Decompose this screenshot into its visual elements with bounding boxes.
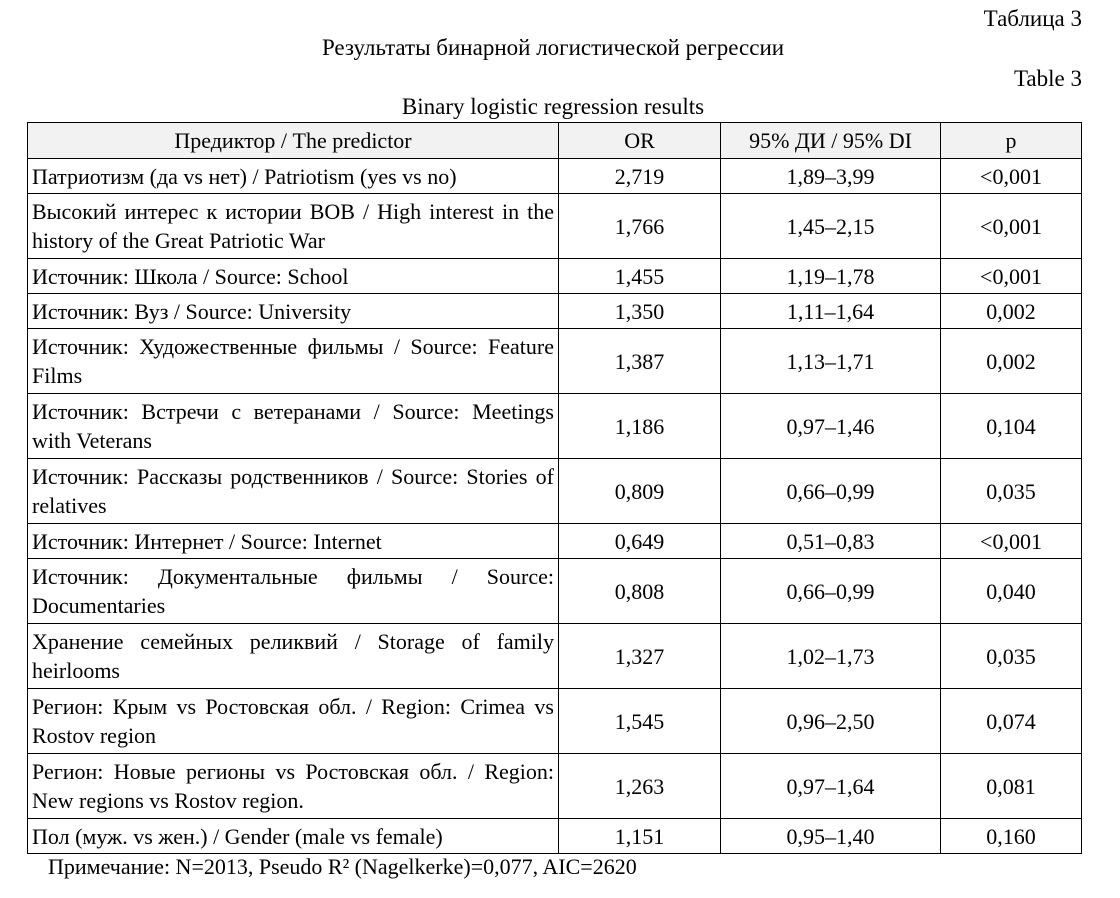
p-value-cell: <0,001 — [941, 194, 1082, 259]
predictor-cell: Патриотизм (да vs нет) / Patriotism (yes vs no) — [28, 159, 559, 194]
table-row — [28, 259, 1082, 294]
or-cell: 1,545 — [559, 689, 721, 754]
or-cell: 2,719 — [559, 159, 721, 194]
ci-cell: 0,66–0,99 — [721, 459, 941, 524]
ci-cell: 1,13–1,71 — [721, 329, 941, 394]
p-value-cell: <0,001 — [941, 259, 1082, 294]
predictor-cell: Источник: Документальные фильмы / Source: Documentaries — [28, 559, 559, 624]
header-p: p — [941, 123, 1082, 159]
predictor-cell: Источник: Рассказы родственников / Source: Stories of relatives — [28, 459, 559, 524]
ci-cell: 1,02–1,73 — [721, 624, 941, 689]
p-value-cell: 0,002 — [941, 329, 1082, 394]
header-or: OR — [559, 123, 721, 159]
table-row — [28, 624, 1082, 689]
ci-cell: 0,66–0,99 — [721, 559, 941, 624]
table-row — [28, 819, 1082, 854]
p-value-cell: <0,001 — [941, 524, 1082, 559]
predictor-cell: Регион: Крым vs Ростовская обл. / Region: Crimea vs Rostov region — [28, 689, 559, 754]
or-cell: 1,387 — [559, 329, 721, 394]
table-row — [28, 294, 1082, 329]
p-value-cell: 0,040 — [941, 559, 1082, 624]
table-number-ru: Таблица 3 — [983, 6, 1082, 31]
ci-cell: 1,11–1,64 — [721, 294, 941, 329]
table-row — [28, 559, 1082, 624]
or-cell: 1,327 — [559, 624, 721, 689]
p-value-cell: 0,074 — [941, 689, 1082, 754]
table-number-en: Table 3 — [1013, 66, 1082, 91]
header-row — [28, 123, 1082, 159]
or-cell: 1,766 — [559, 194, 721, 259]
predictor-cell: Пол (муж. vs жен.) / Gender (male vs female) — [28, 819, 559, 854]
predictor-cell: Источник: Интернет / Source: Internet — [28, 524, 559, 559]
p-value-cell: 0,002 — [941, 294, 1082, 329]
header-ci: 95% ДИ / 95% DI — [721, 123, 941, 159]
predictor-cell: Регион: Новые регионы vs Ростовская обл. / Region: New regions vs Rostov region. — [28, 754, 559, 819]
p-value-cell: 0,081 — [941, 754, 1082, 819]
or-cell: 0,809 — [559, 459, 721, 524]
table-row — [28, 159, 1082, 194]
table-row — [28, 394, 1082, 459]
p-value-cell: 0,035 — [941, 624, 1082, 689]
or-cell: 1,350 — [559, 294, 721, 329]
ci-cell: 0,96–2,50 — [721, 689, 941, 754]
predictor-cell: Высокий интерес к истории ВОВ / High interest in the history of the Great Patriotic War — [28, 194, 559, 259]
or-cell: 1,455 — [559, 259, 721, 294]
table-row — [28, 194, 1082, 259]
table-row — [28, 689, 1082, 754]
ci-cell: 1,19–1,78 — [721, 259, 941, 294]
table-row — [28, 524, 1082, 559]
or-cell: 0,808 — [559, 559, 721, 624]
ci-cell: 1,45–2,15 — [721, 194, 941, 259]
ci-cell: 1,89–3,99 — [721, 159, 941, 194]
p-value-cell: 0,160 — [941, 819, 1082, 854]
or-cell: 0,649 — [559, 524, 721, 559]
ci-cell: 0,51–0,83 — [721, 524, 941, 559]
p-value-cell: <0,001 — [941, 159, 1082, 194]
table-row — [28, 754, 1082, 819]
table-row — [28, 459, 1082, 524]
or-cell: 1,263 — [559, 754, 721, 819]
ci-cell: 0,97–1,64 — [721, 754, 941, 819]
predictor-cell: Источник: Школа / Source: School — [28, 259, 559, 294]
table-note: Примечание: N=2013, Pseudo R² (Nagelkerke)=0,077, AIC=2620 — [48, 854, 637, 879]
p-value-cell: 0,035 — [941, 459, 1082, 524]
p-value-cell: 0,104 — [941, 394, 1082, 459]
predictor-cell: Хранение семейных реликвий / Storage of family heirlooms — [28, 624, 559, 689]
table-title-ru: Результаты бинарной логистической регрессии — [321, 35, 785, 60]
or-cell: 1,186 — [559, 394, 721, 459]
ci-cell: 0,97–1,46 — [721, 394, 941, 459]
ci-cell: 0,95–1,40 — [721, 819, 941, 854]
table-row — [28, 329, 1082, 394]
predictor-cell: Источник: Художественные фильмы / Source: Feature Films — [28, 329, 559, 394]
predictor-cell: Источник: Вуз / Source: University — [28, 294, 559, 329]
or-cell: 1,151 — [559, 819, 721, 854]
predictor-cell: Источник: Встречи с ветеранами / Source: Meetings with Veterans — [28, 394, 559, 459]
header-predictor: Предиктор / The predictor — [28, 123, 559, 159]
table-title-en: Binary logistic regression results — [401, 94, 705, 119]
regression-table — [27, 122, 1082, 854]
